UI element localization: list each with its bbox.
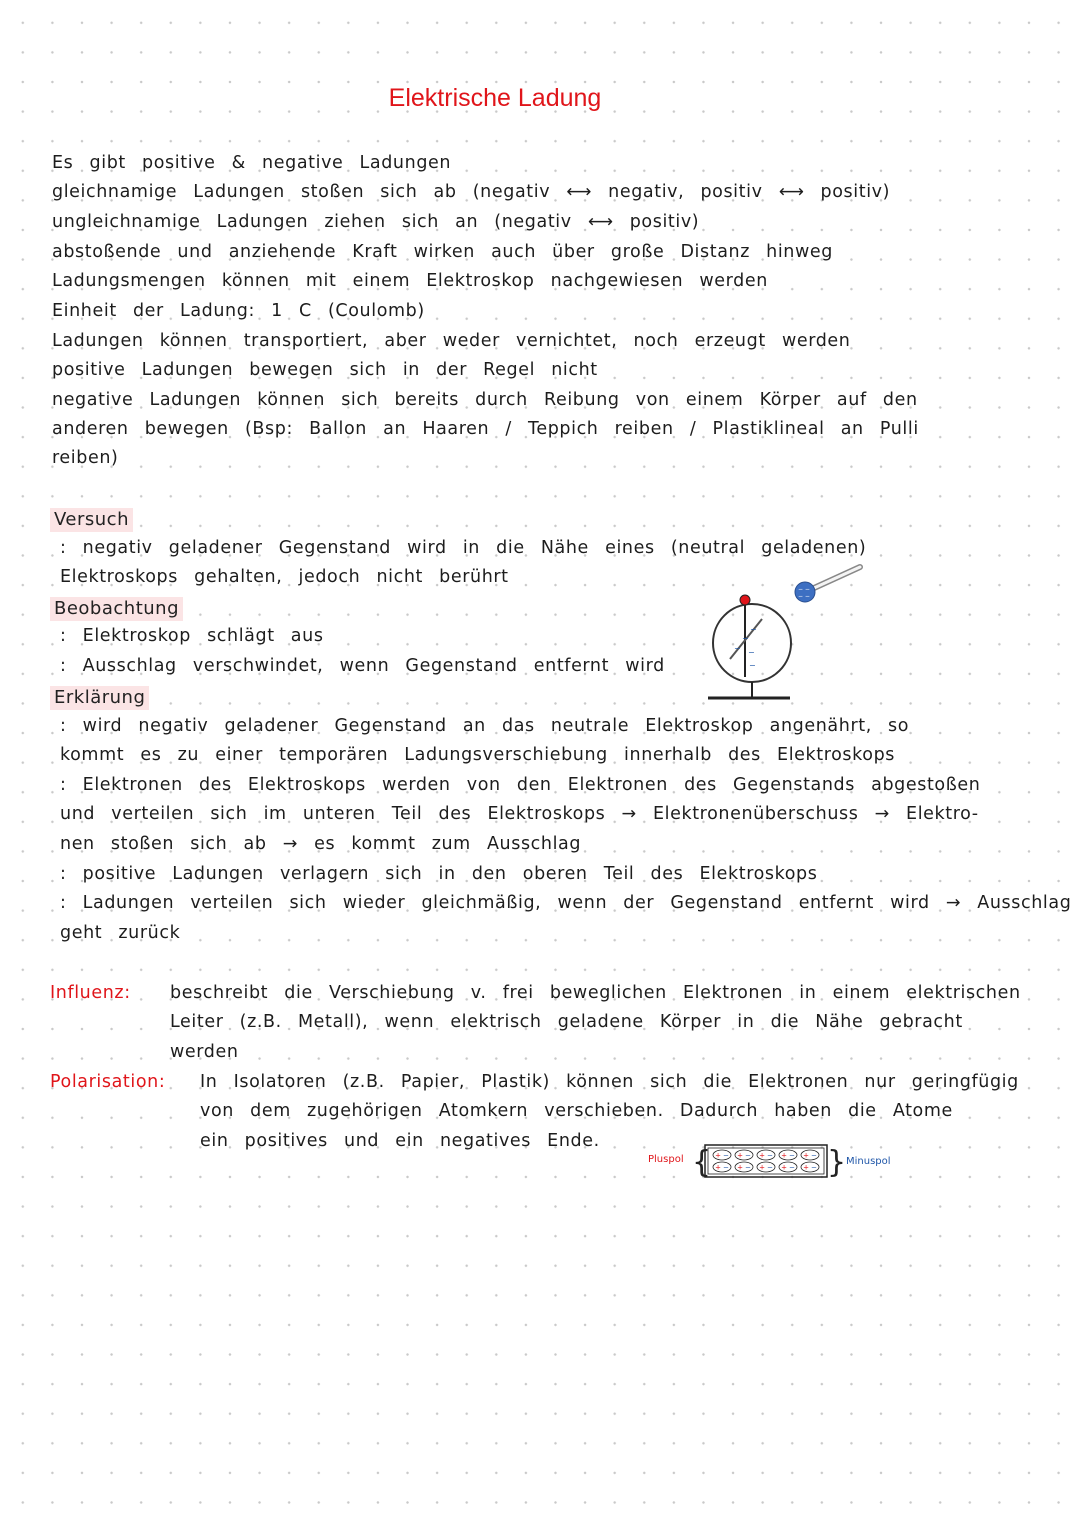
polarisation-term: Polarisation: (50, 1072, 166, 1092)
intro-line: ungleichnamige Ladungen ziehen sich an (negativ ⟷ positiv) (52, 212, 700, 232)
svg-text:−: − (750, 625, 757, 634)
erklaerung-heading: Erklärung (50, 686, 149, 710)
svg-text:−: − (748, 648, 755, 657)
svg-text:−: − (789, 1151, 795, 1160)
intro-line: Einheit der Ladung: 1 C (Coulomb) (52, 301, 425, 321)
intro-line: abstoßende und anziehende Kraft wirken auch über große Distanz hinweg (52, 242, 833, 262)
influenz-term: Influenz: (50, 983, 131, 1003)
intro-line: Ladungsmengen können mit einem Elektroskop nachgewiesen werden (52, 271, 768, 291)
svg-text:+: + (715, 1151, 721, 1160)
svg-text:+: + (737, 1163, 743, 1172)
intro-line: negative Ladungen können sich bereits durch Reibung von einem Körper auf den (52, 390, 918, 410)
beobachtung-line: : Ausschlag verschwindet, wenn Gegenstand entfernt wird (60, 656, 665, 676)
svg-text:−: − (789, 1163, 795, 1172)
intro-line: Ladungen können transportiert, aber weder vernichtet, noch erzeugt werden (52, 331, 851, 351)
erklaerung-line: und verteilen sich im unteren Teil des Elektroskops → Elektronenüberschuss → Elektro- (60, 804, 979, 824)
svg-text:−: − (811, 1151, 817, 1160)
erklaerung-line: geht zurück (60, 923, 181, 943)
polarisation-diagram (692, 1140, 847, 1182)
beobachtung-line: : Elektroskop schlägt aus (60, 626, 324, 646)
svg-text:− −: − − (798, 593, 810, 600)
versuch-line: : negativ geladener Gegenstand wird in die Nähe eines (neutral geladenen) (60, 538, 867, 558)
erklaerung-line: : Elektronen des Elektroskops werden von den Elektronen des Gegenstands abgestoßen (60, 775, 981, 795)
svg-text:{: { (692, 1145, 712, 1180)
page-title: Elektrische Ladung (388, 84, 602, 112)
svg-text:−: − (734, 644, 741, 653)
svg-text:+: + (759, 1163, 765, 1172)
influenz-line: beschreibt die Verschiebung v. frei beweglichen Elektronen in einem elektrischen (170, 983, 1021, 1003)
electroscope-diagram (700, 555, 900, 705)
erklaerung-line: : positive Ladungen verlagern sich in den oberen Teil des Elektroskops (60, 864, 818, 884)
polarisation-line: In Isolatoren (z.B. Papier, Plastik) können sich die Elektronen nur geringfügig (200, 1072, 1019, 1092)
minuspol-label: Minuspol (846, 1156, 891, 1167)
intro-line: positive Ladungen bewegen sich in der Regel nicht (52, 360, 598, 380)
svg-text:−: − (767, 1163, 773, 1172)
svg-text:+: + (803, 1151, 809, 1160)
svg-text:+: + (803, 1163, 809, 1172)
svg-text:−: − (767, 1151, 773, 1160)
versuch-heading: Versuch (50, 508, 133, 532)
svg-text:−: − (723, 1163, 729, 1172)
erklaerung-line: : wird negativ geladener Gegenstand an das neutrale Elektroskop angenährt, so (60, 716, 910, 736)
intro-line: anderen bewegen (Bsp: Ballon an Haaren / Teppich reiben / Plastiklineal an Pulli (52, 419, 919, 439)
svg-text:}: } (827, 1145, 847, 1180)
svg-text:−: − (723, 1151, 729, 1160)
svg-text:− −: − − (798, 586, 810, 593)
influenz-line: Leiter (z.B. Metall), wenn elektrisch geladene Körper in die Nähe gebracht (170, 1012, 963, 1032)
svg-text:−: − (745, 1163, 751, 1172)
svg-text:+: + (715, 1163, 721, 1172)
polarisation-line: von dem zugehörigen Atomkern verschieben. Dadurch haben die Atome (200, 1101, 953, 1121)
svg-text:−: − (742, 634, 749, 643)
pluspol-label: Pluspol (648, 1154, 684, 1165)
polarisation-line: ein positives und ein negatives Ende. (200, 1131, 600, 1151)
svg-text:+: + (781, 1151, 787, 1160)
svg-text:−: − (811, 1163, 817, 1172)
beobachtung-heading: Beobachtung (50, 597, 183, 621)
svg-text:−: − (749, 661, 756, 670)
erklaerung-line: nen stoßen sich ab → es kommt zum Ausschlag (60, 834, 582, 854)
influenz-line: werden (170, 1042, 239, 1062)
svg-text:+: + (737, 1151, 743, 1160)
intro-line: reiben) (52, 448, 119, 468)
versuch-line: Elektroskops gehalten, jedoch nicht berührt (60, 567, 509, 587)
intro-line: Es gibt positive & negative Ladungen (52, 153, 452, 173)
intro-line: gleichnamige Ladungen stoßen sich ab (negativ ⟷ negativ, positiv ⟷ positiv) (52, 182, 891, 202)
svg-text:+: + (759, 1151, 765, 1160)
erklaerung-line: kommt es zu einer temporären Ladungsverschiebung innerhalb des Elektroskops (60, 745, 895, 765)
svg-text:+: + (781, 1163, 787, 1172)
svg-text:−: − (745, 1151, 751, 1160)
erklaerung-line: : Ladungen verteilen sich wieder gleichmäßig, wenn der Gegenstand entfernt wird → Ausschlag (60, 893, 1072, 913)
